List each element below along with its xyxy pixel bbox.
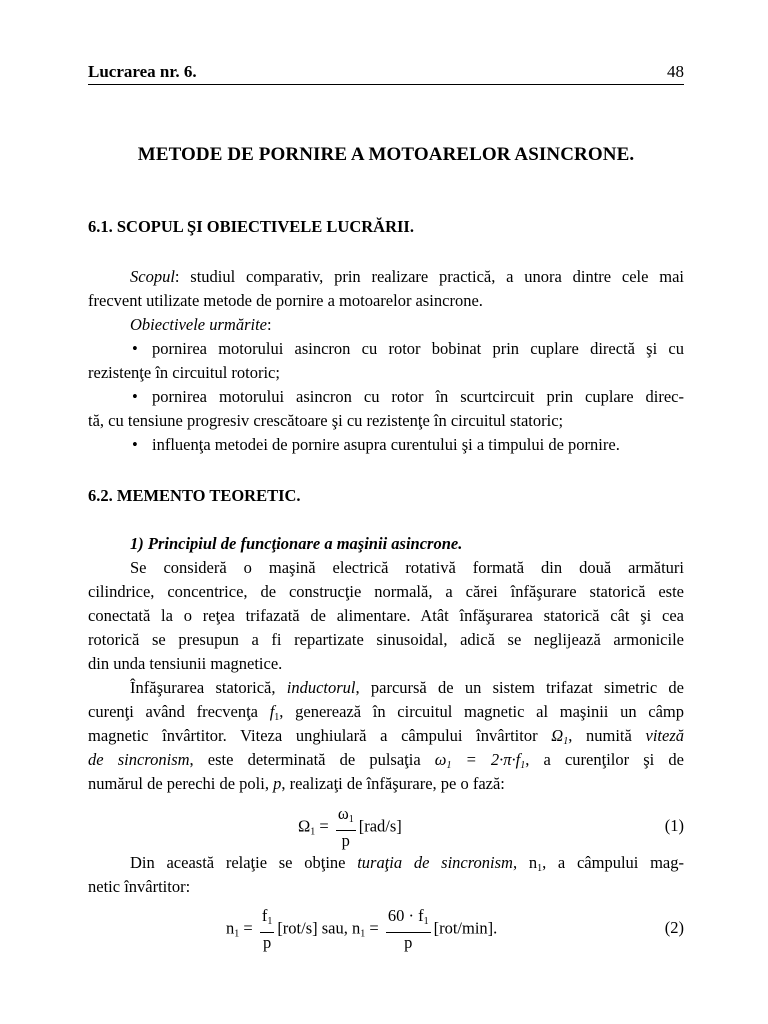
eq2-num1-f: f [261,906,268,925]
eq1-unit: [rad/s] [358,816,402,836]
p1-line-1: Se consideră o maşină electrică rotativă formată din două armături [130,558,684,577]
p2-text-3c: viteză [645,726,684,745]
p3-n1: , n [512,853,538,872]
eq2-unit-2: [rot/min]. [433,918,498,938]
p2-text-4e: , a curenţilor şi de [525,750,684,769]
p3-line-2: netic învârtitor: [88,877,191,896]
p3-term: turaţia de sincronism [357,853,513,872]
synchronism-paragraph [88,851,684,899]
p2-text-4a: de sincronism [88,750,190,769]
p1-line-4: rotorică se presupun a fi repartizate sinusoidal, adică se neglijează armonicile [88,630,684,649]
principle-paragraph [88,532,684,796]
p2-text-5a: numărul de perechi de poli, [88,774,274,793]
eq2-lhs2-sub: 1 [360,928,366,940]
bullet-1-line-1: • pornirea motorului asincron cu rotor bobinat prin cuplare directă şi cu [88,337,684,361]
equation-2-label: (2) [664,918,684,937]
subsection-heading-1: 1) Principiul de funcţionare a maşinii asincrone. [130,534,463,553]
eq1-num-sub: 1 [348,814,354,825]
p1-line-3: conectată la o reţea trifazată de alimentare. Atât înfăşurarea statorică cât şi cea [88,606,684,625]
bullet-1-line-2: rezistenţe în circuitul rotoric; [88,363,280,382]
eq2-numerator-2 [386,906,431,933]
eq2-lhs1: n [226,918,235,938]
p3-text-1a: Din această relaţie se obţine [130,853,358,872]
scope-line-2: frecvent utilizate metode de pornire a motoarelor asincrone. [88,291,483,310]
page-number: 48 [667,62,684,81]
p2-omega: Ω [551,726,564,745]
eq2-denominator-2: p [404,933,413,952]
objectives-colon: : [267,315,272,334]
eq1-numerator [336,804,356,831]
scope-label: Scopul [130,267,175,286]
p2-text-3a: magnetic învârtitor. Viteza unghiulară a câmpului învârtitor [88,726,552,745]
p2-omega-sub: 1 [563,736,569,747]
eq1-fraction [336,804,356,851]
scope-text-1: : studiul comparativ, prin realizare practică, a unora dintre cele mai [174,267,684,286]
eq2-denominator-1: p [262,933,272,952]
section-heading-6-2: 6.2. MEMENTO TEORETIC. [88,486,301,505]
objectives-line [88,313,684,337]
p2-p: p [273,774,282,793]
p2-line-2 [88,700,684,724]
p2-line-1 [88,676,684,700]
bullet-2-line-2: tă, cu tensiune progresiv crescătoare şi cu rezistenţe în circuitul statoric; [88,411,564,430]
p1-line-5: din unda tensiunii magnetice. [88,654,283,673]
eq1-lhs-sub: 1 [310,826,316,838]
p3-line-1 [88,851,684,875]
eq2-lhs1-sub: 1 [234,928,240,940]
equation-1-body [298,804,402,854]
document-page [88,0,684,1024]
equation-2-body [226,906,497,956]
eq2-fraction-1 [260,906,275,953]
document-title: METODE DE PORNIRE A MOTOARELOR ASINCRONE. [137,144,635,165]
p2-text-1a: Înfăşurarea statorică, [130,678,287,697]
p3-text-1d: , a câmpului mag- [542,853,684,872]
eq1-lhs: Ω [298,816,311,836]
section-heading-6-1: 6.1. SCOPUL ŞI OBIECTIVELE LUCRĂRII. [88,217,414,236]
eq2-unit-1: [rot/s] sau, [277,918,353,938]
p2-omega-small-sub: 1 [446,760,452,771]
eq1-denominator: p [341,831,350,850]
eq1-num-omega: ω [337,804,349,823]
p2-inductor: inductorul [286,678,356,697]
p2-formula-sub: 1 [520,760,526,771]
p2-omega-small: ω [434,750,447,769]
bullet-2-line-1: • pornirea motorului asincron cu rotor în scurtcircuit prin cuplare direc- [88,385,684,409]
page-header [88,62,684,85]
equation-2 [88,904,684,960]
p2-text-4b: , este determinată de pulsaţia [189,750,435,769]
p2-line-3 [88,724,684,748]
eq2-fraction-2 [386,906,431,953]
eq2-num2-sub: 1 [423,916,429,927]
objectives-label: Obiectivele urmărite [130,315,267,334]
p2-text-1c: , parcursă de un sistem trifazat simetric de [355,678,684,697]
p2-text-3b: , numită [568,726,646,745]
eq2-lhs2: n [352,918,361,938]
equation-1-label: (1) [664,816,684,835]
eq1-equals: = [319,816,329,836]
eq2-equals-2: = [369,918,379,938]
eq2-num1-sub: 1 [267,916,273,927]
scope-line-1 [88,265,684,289]
p2-f1: f [269,702,275,721]
header-title: Lucrarea nr. 6. [88,62,197,81]
p2-line-5 [88,772,684,796]
p2-text-5b: , realizaţi de înfăşurare, pe o fază: [281,774,505,793]
p2-line-4 [88,748,684,772]
p2-formula: = 2·π·f [451,750,521,769]
bullet-3: • influenţa metodei de pornire asupra curentului şi a timpului de pornire. [88,433,684,457]
scope-paragraph [88,265,684,457]
eq2-equals-1: = [243,918,253,938]
p2-f1-sub: 1 [274,712,280,723]
eq2-num2-text: 60 · f [387,906,424,925]
p2-text-2a: curenţi având frecvenţa [88,702,270,721]
eq2-numerator-1 [260,906,275,933]
equation-1 [88,798,684,854]
p2-text-2b: , generează în circuitul magnetic al maşinii un câmp [279,702,684,721]
p1-line-2: cilindrice, concentrice, de construcţie normală, a cărei înfăşurare statorică este [88,582,684,601]
p3-n1-sub: 1 [537,863,543,874]
